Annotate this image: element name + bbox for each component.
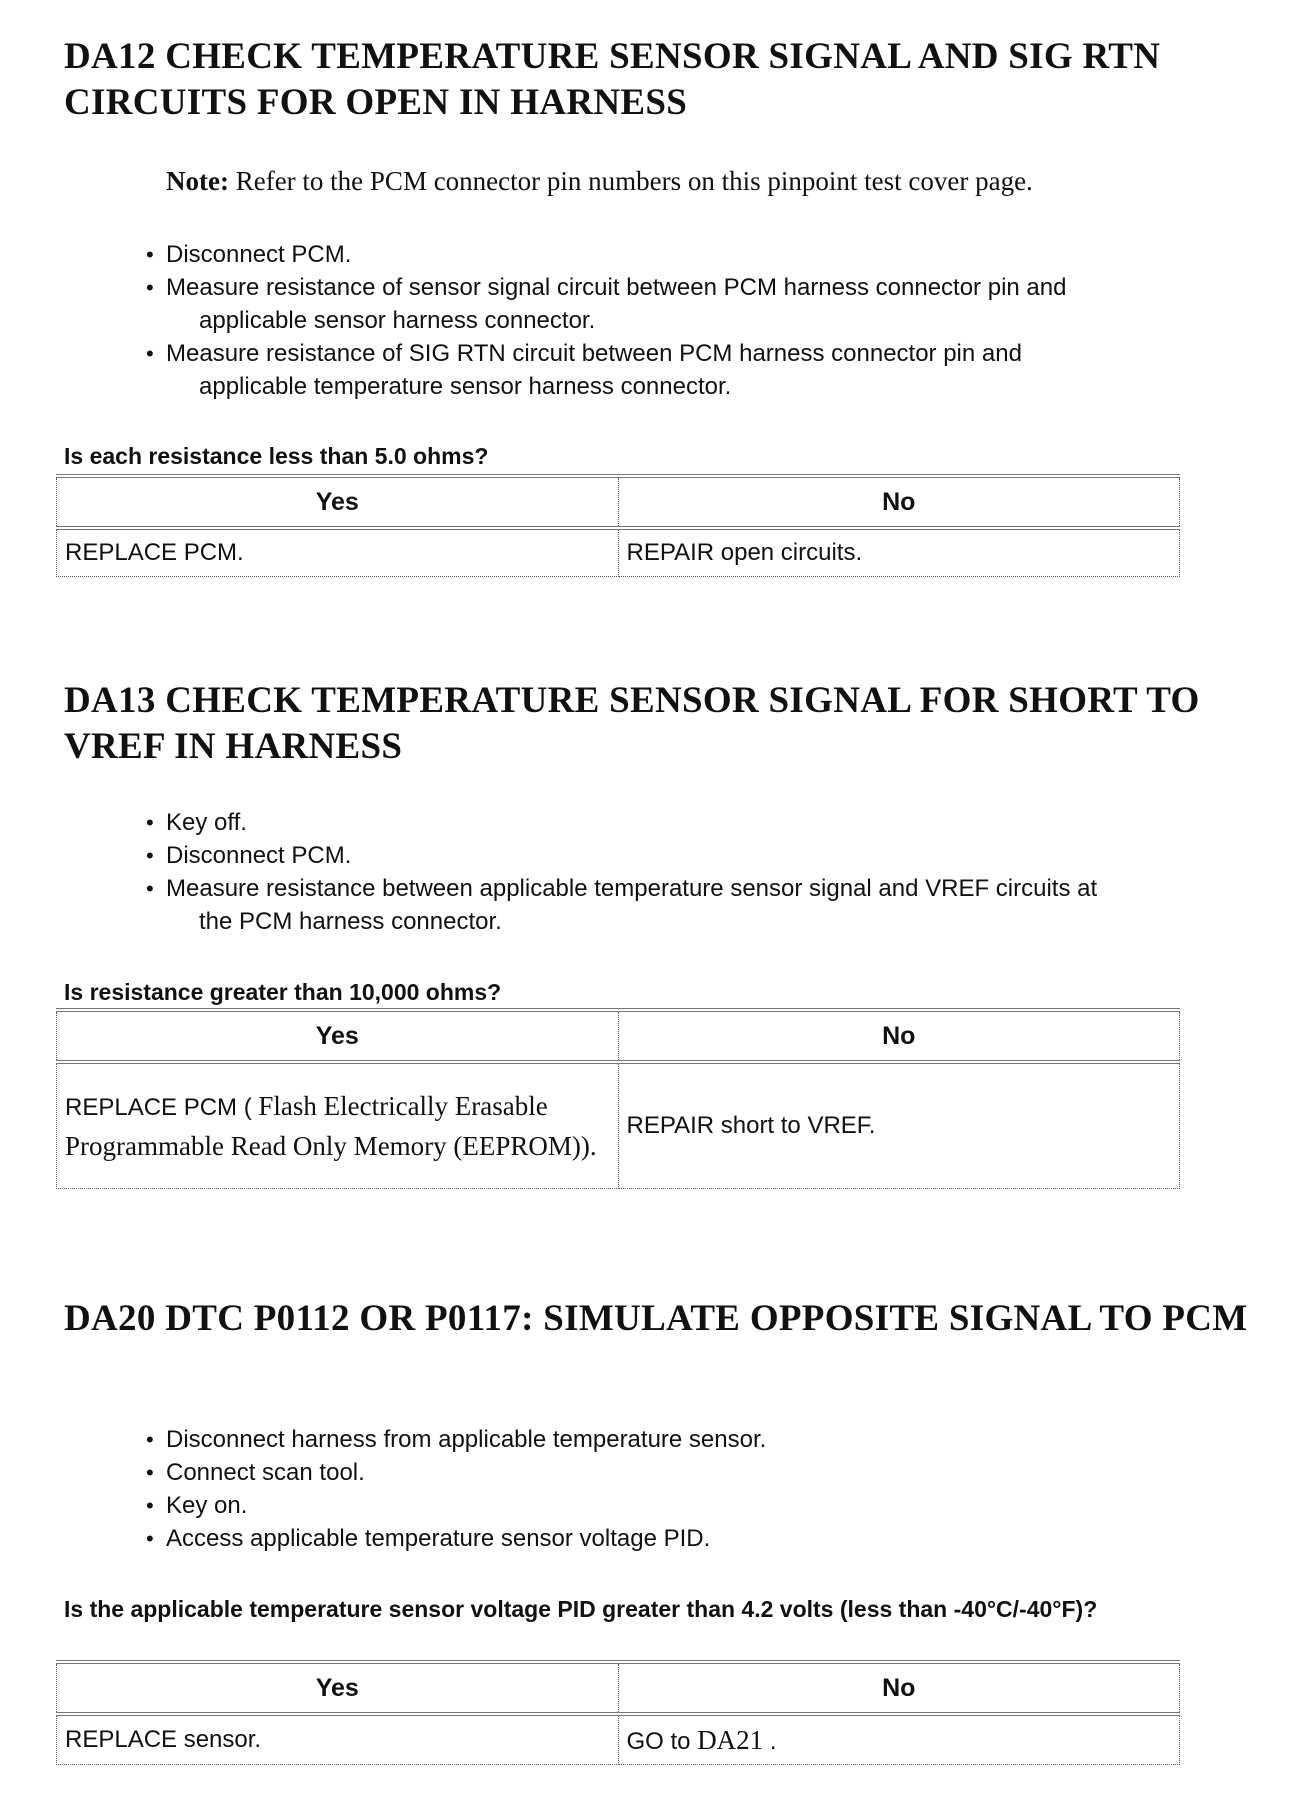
step-list [0, 1423, 806, 1555]
yes-header: Yes [57, 476, 619, 528]
section-title: DA12 CHECK TEMPERATURE SENSOR SIGNAL AND SIG RTN CIRCUITS FOR OPEN IN HARNESS [64, 36, 1161, 123]
step-item: • Disconnect PCM. [0, 839, 1137, 872]
no-answer: REPAIR open circuits. [618, 528, 1180, 577]
note-label: Note: [166, 166, 229, 196]
note-text: Refer to the PCM connector pin numbers on this pinpoint test cover page. [228, 166, 1033, 196]
step-item: • Disconnect PCM. [0, 238, 1106, 271]
bullet-icon: • [146, 341, 154, 366]
section-title: DA20 DTC P0112 OR P0117: SIMULATE OPPOSITE SIGNAL TO PCM [64, 1298, 1248, 1339]
step-list [0, 806, 1137, 938]
yes-header: Yes [57, 1010, 619, 1062]
step-item: • Measure resistance of sensor signal circuit between PCM harness connector pin and applicable sensor harness connector. [0, 271, 1106, 337]
step-item: • Key off. [0, 806, 1137, 839]
question: Is resistance greater than 10,000 ohms? [64, 979, 502, 1005]
eeprom-link[interactable]: Flash Electrically Erasable Programmable Read Only Memory (EEPROM) [65, 1091, 581, 1161]
step-item: • Connect scan tool. [0, 1456, 806, 1489]
no-header: No [618, 1662, 1180, 1714]
bullet-icon: • [146, 810, 154, 835]
step-list [0, 238, 1106, 403]
bullet-icon: • [146, 275, 154, 300]
step-item: • Access applicable temperature sensor voltage PID. [0, 1522, 806, 1555]
answer-table [56, 1008, 1180, 1189]
bullet-icon: • [146, 242, 154, 267]
no-answer: GO to DA21 . [618, 1714, 1180, 1765]
yes-answer: REPLACE PCM ( Flash Electrically Erasable Programmable Read Only Memory (EEPROM)). [57, 1062, 619, 1189]
no-answer: REPAIR short to VREF. [618, 1062, 1180, 1189]
bullet-icon: • [146, 843, 154, 868]
bullet-icon: • [146, 876, 154, 901]
yes-answer: REPLACE sensor. [57, 1714, 619, 1765]
question: Is the applicable temperature sensor voltage PID greater than 4.2 volts (less than -40°C/-40°F)? [64, 1596, 1098, 1622]
question: Is each resistance less than 5.0 ohms? [64, 443, 489, 469]
step-item: • Disconnect harness from applicable temperature sensor. [0, 1423, 806, 1456]
da21-link[interactable]: DA21 [697, 1724, 764, 1755]
no-header: No [618, 476, 1180, 528]
yes-answer: REPLACE PCM. [57, 528, 619, 577]
bullet-icon: • [146, 1526, 154, 1551]
step-item: • Key on. [0, 1489, 806, 1522]
step-item: • Measure resistance of SIG RTN circuit between PCM harness connector pin and applicable temperature sensor harness connector. [0, 337, 1106, 403]
step-item: • Measure resistance between applicable temperature sensor signal and VREF circuits at the PCM harness connector. [0, 872, 1137, 938]
section-title: DA13 CHECK TEMPERATURE SENSOR SIGNAL FOR SHORT TO VREF IN HARNESS [64, 680, 1200, 767]
no-header: No [618, 1010, 1180, 1062]
bullet-icon: • [146, 1427, 154, 1452]
answer-table [56, 1660, 1180, 1765]
bullet-icon: • [146, 1460, 154, 1485]
note [166, 164, 1033, 198]
yes-header: Yes [57, 1662, 619, 1714]
answer-table [56, 474, 1180, 577]
bullet-icon: • [146, 1493, 154, 1518]
